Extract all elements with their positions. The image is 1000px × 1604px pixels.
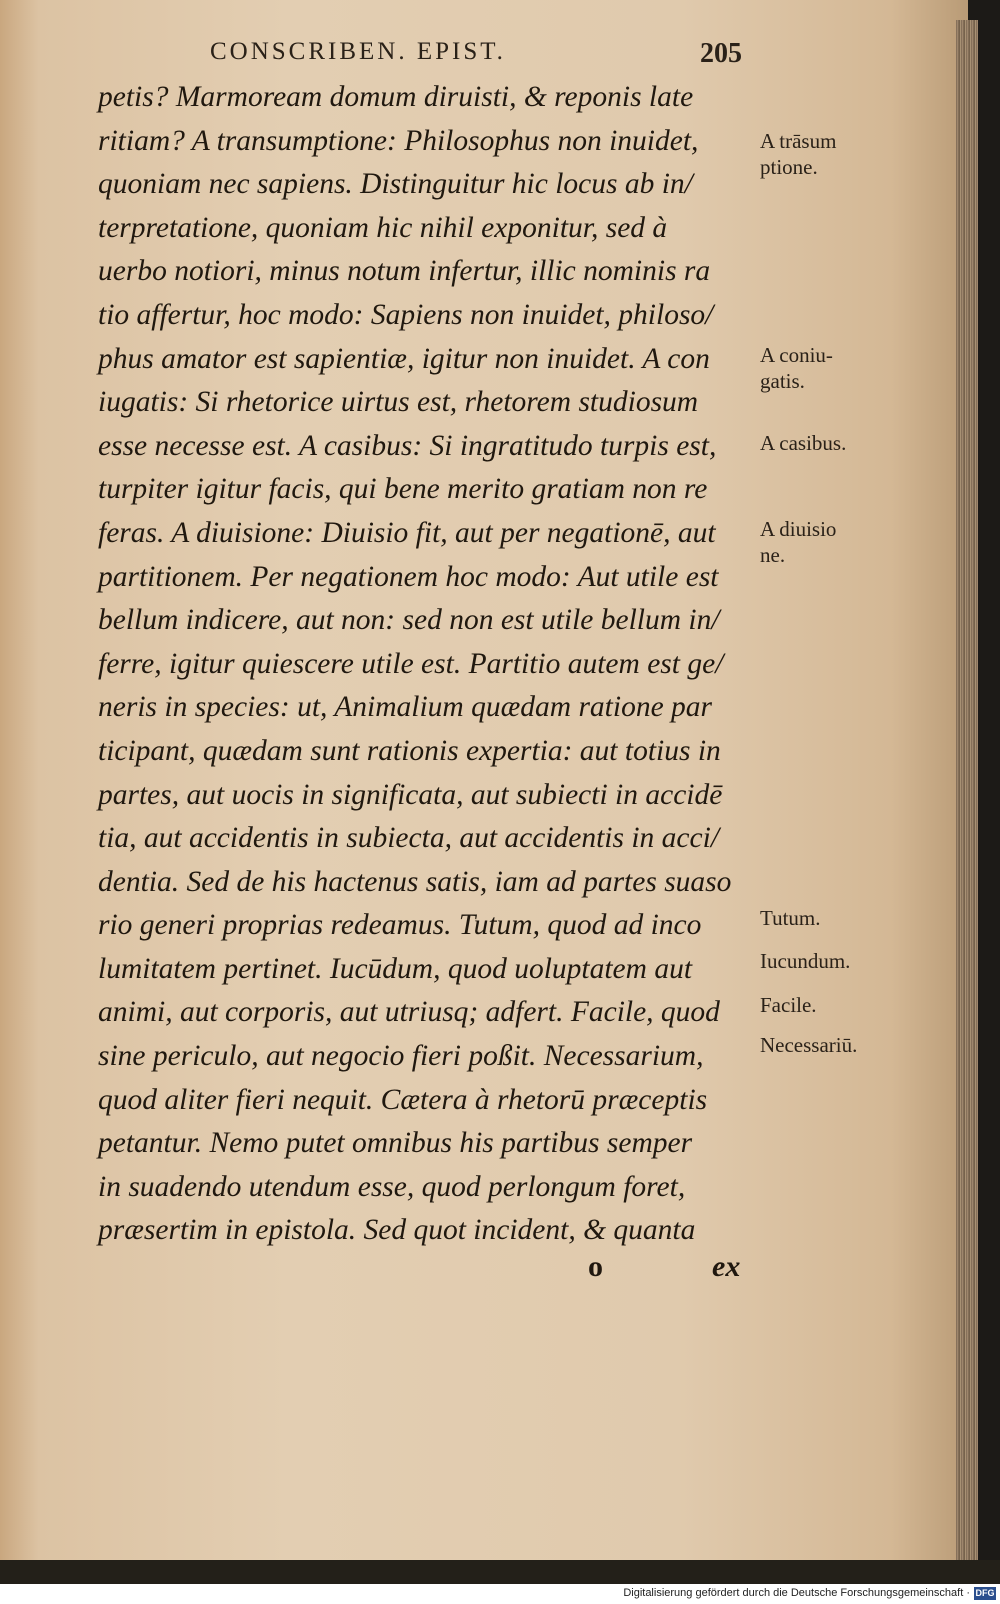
text-line: sine periculo, aut negocio fieri poßit. Necessarium, [98,1040,704,1073]
text-line: in suadendo utendum esse, quod perlongum foret, [98,1170,686,1203]
text-line: bellum indicere, aut non: sed non est utile bellum in/ [98,604,720,637]
marginal-note-line: Facile. [760,993,817,1017]
text-line: partes, aut uocis in significata, aut subiecti in accidē [98,778,723,811]
marginal-note [760,905,821,931]
text-line: petantur. Nemo putet omnibus his partibus semper [98,1127,693,1160]
text-line: lumitatem pertinet. Iucūdum, quod uoluptatem aut [98,952,693,985]
running-head: CONSCRIBEN. EPIST. [210,38,506,65]
text-line: petis? Marmoream domum diruisti, & reponis late [98,81,694,113]
text-line: uerbo notiori, minus notum infertur, illic nominis ra [98,255,711,288]
marginal-note [760,948,850,974]
marginal-note [760,516,836,568]
text-line: animi, aut corporis, aut utriusq; adfert. Facile, quod [98,996,720,1029]
page-number: 205 [700,38,742,69]
text-line: phus amator est sapientiæ, igitur non inuidet. A con [98,342,710,375]
marginal-note-line: gatis. [760,369,805,393]
text-line: ferre, igitur quiescere utile est. Partitio autem est ge/ [98,647,724,680]
marginal-note [760,342,833,394]
text-line: terpretatione, quoniam hic nihil exponitur, sed à [98,211,668,244]
marginal-note [760,430,846,456]
marginal-note-line: A trāsum [760,129,837,153]
text-line: feras. A diuisione: Diuisio fit, aut per negationē, aut [98,516,716,549]
marginal-note-line: Necessariū. [760,1033,858,1057]
signature-mark: o [588,1250,603,1283]
page-edges [956,20,978,1580]
text-line: tio affertur, hoc modo: Sapiens non inuidet, philoso/ [98,298,714,331]
text-line: tia, aut accidentis in subiecta, aut accidentis in acci/ [98,822,720,855]
dfg-logo-icon: DFG [975,1588,995,1598]
text-line: rio generi proprias redeamus. Tutum, quod ad inco [98,909,702,942]
marginal-note-line: A coniu- [760,343,833,367]
text-line: dentia. Sed de his hactenus satis, iam ad partes suaso [98,865,732,898]
text-line: neris in species: ut, Animalium quædam ratione par [98,691,713,724]
text-line: iugatis: Si rhetorice uirtus est, rhetorem studiosum [98,386,699,419]
text-line: quod aliter fieri nequit. Cætera à rhetorū præceptis [98,1083,708,1116]
scan-border [0,1560,1000,1584]
marginal-note-line: A diuisio [760,517,837,541]
marginal-note-line: Tutum. [760,906,821,930]
text-line: partitionem. Per negationem hoc modo: Aut utile est [98,560,719,593]
marginal-note [760,1032,857,1058]
marginal-note-line: ne. [760,543,786,567]
marginal-note-line: A casibus. [760,431,847,455]
text-line: turpiter igitur facis, qui bene merito gratiam non re [98,473,708,506]
marginal-note [760,128,836,180]
credit-text: Digitalisierung gefördert durch die Deutsche Forschungsgemeinschaft · [623,1587,970,1599]
marginal-note-line: Iucundum. [760,949,851,973]
text-line: quoniam nec sapiens. Distinguitur hic locus ab in/ [98,168,693,201]
main-text [98,76,748,1253]
marginal-note [760,992,817,1018]
digitization-credit-bar [0,1584,1000,1604]
text-line: ritiam? A transumptione: Philosophus non inuidet, [98,124,699,157]
text-line: præsertim in epistola. Sed quot incident, & quanta [98,1214,696,1247]
text-line: esse necesse est. A casibus: Si ingratitudo turpis est, [98,429,717,462]
catchword: ex [712,1250,741,1283]
text-line: ticipant, quædam sunt rationis expertia: aut totius in [98,734,721,767]
marginal-note-line: ptione. [760,155,818,179]
